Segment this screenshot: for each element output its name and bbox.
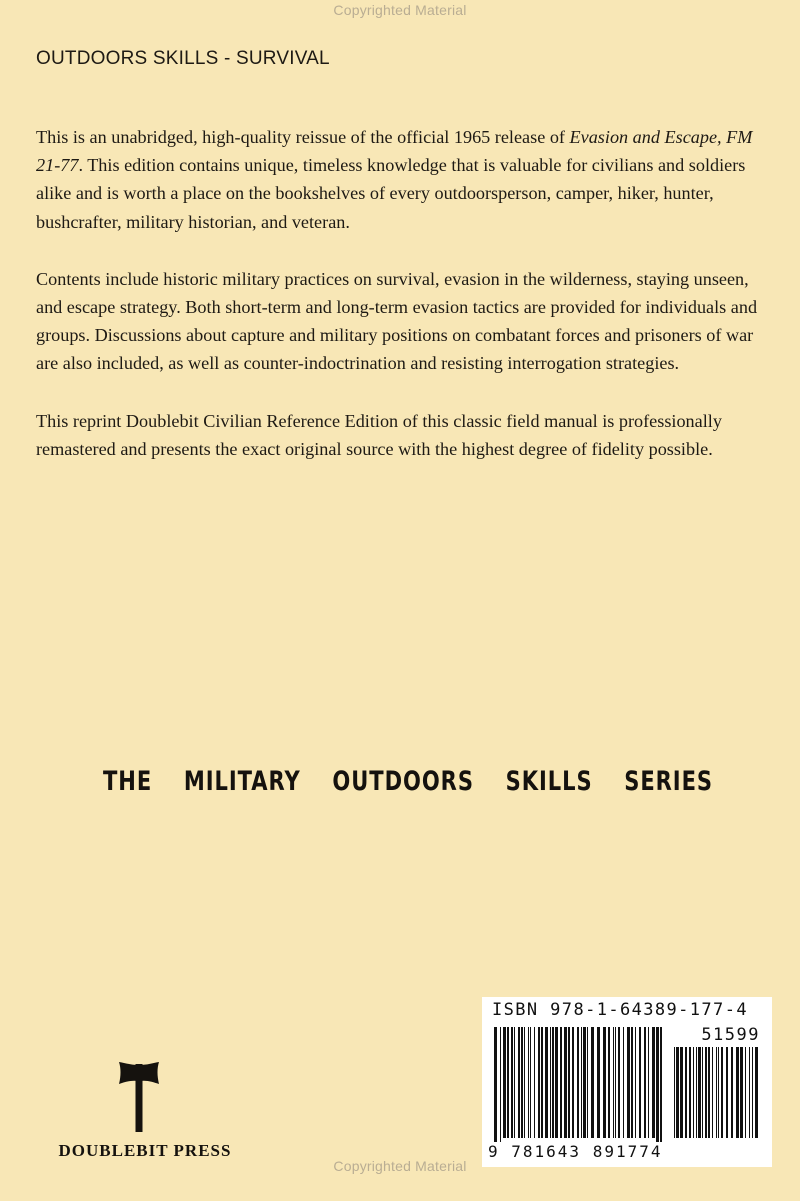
paragraph-3: This reprint Doublebit Civilian Reference Edition of this classic field manual is professionally remastered and presents the exact original source with the highest degree of fidelity possible.: [36, 410, 722, 459]
category-label: OUTDOORS SKILLS - SURVIVAL: [36, 48, 330, 69]
publisher-name: DOUBLEBIT PRESS: [58, 1141, 232, 1160]
isbn-number: ISBN 978-1-64389-177-4: [492, 1000, 748, 1020]
ean-number: 9 781643 891774: [488, 1142, 663, 1161]
price-code: 51599: [701, 1025, 760, 1045]
watermark-top: Copyrighted Material: [333, 2, 467, 18]
isbn-barcode: [482, 997, 772, 1167]
addon-barcode-bars: [674, 1047, 758, 1150]
series-title: THE MILITARY OUTDOORS SKILLS SERIES: [103, 766, 713, 797]
publisher-logo: [40, 1062, 250, 1172]
paragraph-2: Contents include historic military practices on survival, evasion in the wilderness, staying unseen, and escape strategy. Both short-term and long-term evasion tactics are provided for individuals and groups. Discussions about capture and military positions on combatant forces and prisoners of war are also included, as well as counter-indoctrination and resisting interrogation strategies.: [36, 268, 758, 374]
paragraph-1-end: . This edition contains unique, timeless knowledge that is valuable for civilians and soldiers alike and is worth a place on the bookshelves of every outdoorsperson, camper, hiker, hunter, bushcrafter, military historian, and veteran.: [36, 155, 746, 232]
paragraph-1-start: This is an unabridged, high-quality reissue of the official 1965 release of: [36, 127, 570, 147]
double-bit-axe-icon: [116, 1062, 162, 1132]
barcode-bars: [494, 1027, 664, 1150]
description: [36, 123, 776, 492]
watermark-bottom: Copyrighted Material: [333, 1158, 467, 1174]
book-title: Evasion and Escape, FM 21-77: [36, 127, 753, 176]
paragraph-1: [36, 123, 776, 236]
